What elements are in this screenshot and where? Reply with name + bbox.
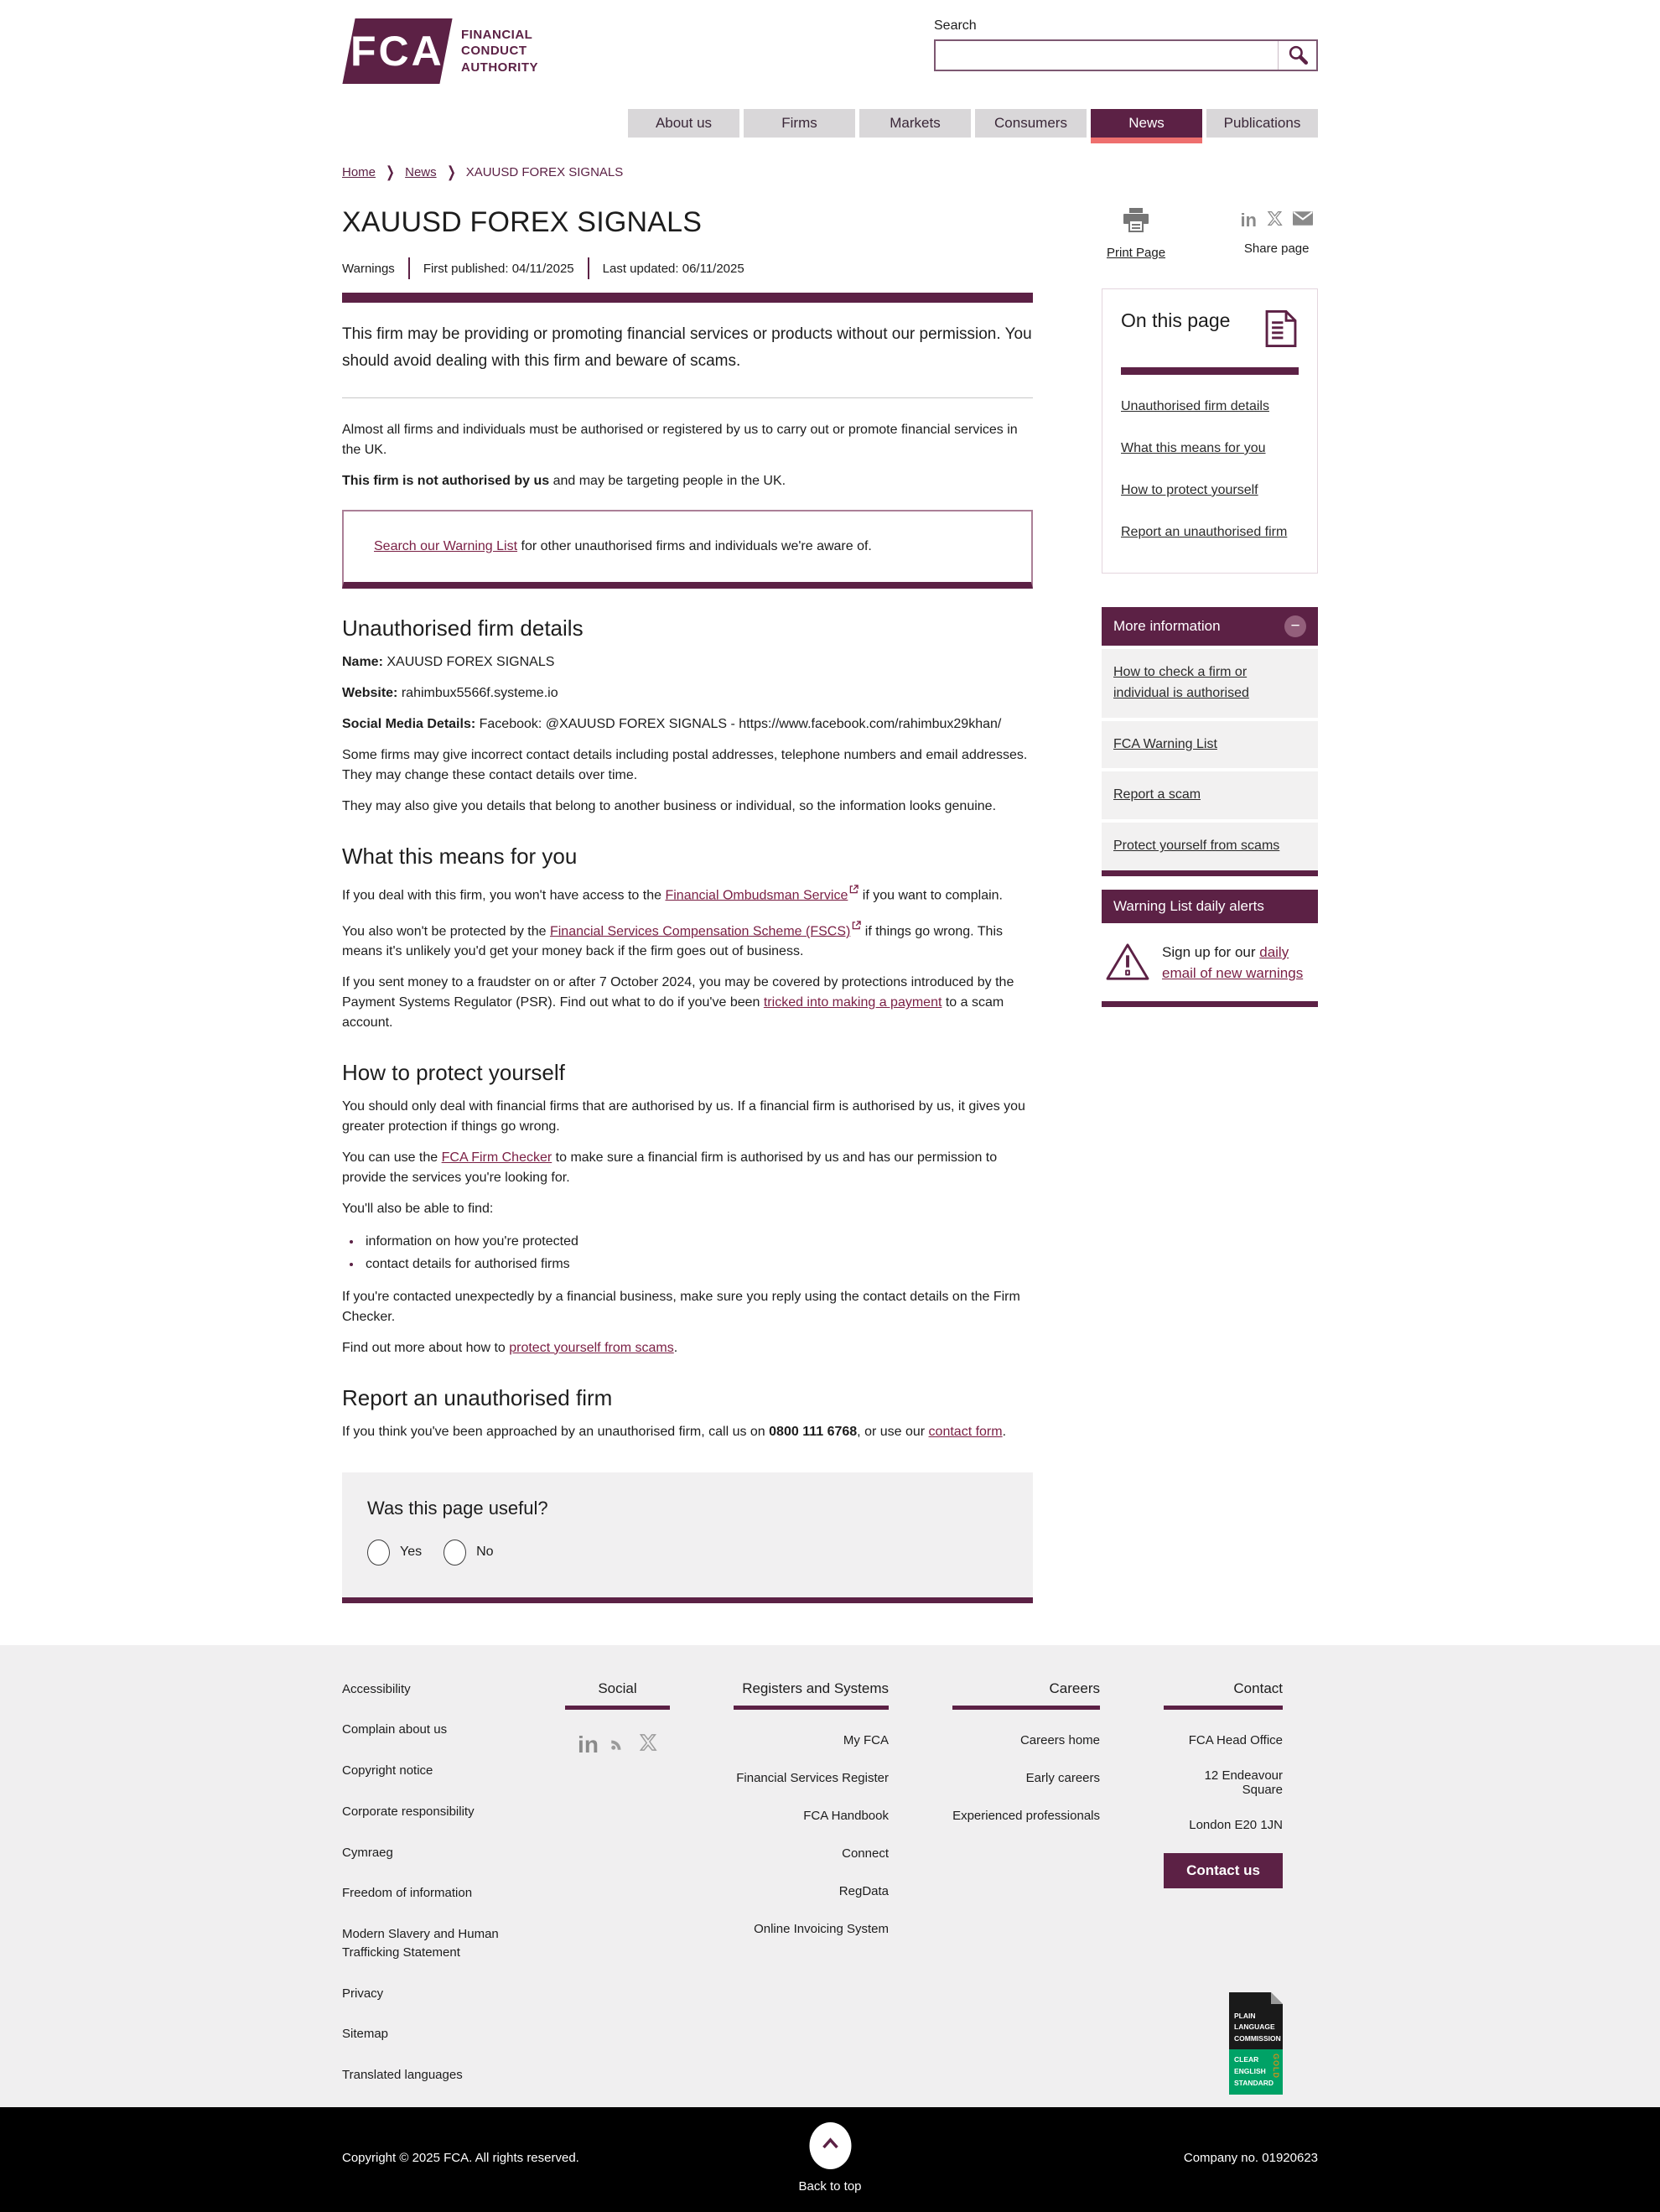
external-link-icon	[849, 880, 859, 901]
alerts-text: Sign up for our	[1162, 943, 1260, 960]
on-this-page-link-report[interactable]: Report an unauthorised firm	[1121, 525, 1288, 539]
footer-link-accessibility[interactable]: Accessibility	[342, 1681, 411, 1696]
page-feedback	[342, 1472, 1033, 1603]
paragraph: If you're contacted unexpectedly by a financial business, make sure you reply using the contact details on the Firm Checker.	[342, 1289, 1020, 1324]
printer-icon	[1123, 222, 1149, 236]
fca-warning-list-link[interactable]: FCA Warning List	[1113, 736, 1217, 751]
firm-website-value: rahimbux5566f.systeme.io	[397, 685, 558, 700]
warning-list-callout	[342, 510, 1033, 589]
accent-bar	[1164, 1706, 1283, 1710]
company-number: Company no. 01920623	[1183, 2150, 1318, 2165]
daily-email-link[interactable]: daily email of new warnings	[1162, 943, 1304, 982]
footer-link-fs-register[interactable]: Financial Services Register	[736, 1770, 889, 1785]
firm-name-label: Name:	[342, 654, 383, 669]
plain-language-commission-badge	[1229, 1992, 1283, 2095]
nav-tab-publications[interactable]: Publications	[1206, 109, 1318, 138]
warning-box-text: for other unauthorised firms and individuals we're aware of.	[517, 538, 872, 553]
page-title: XAUUSD FOREX SIGNALS	[342, 206, 703, 238]
search-input[interactable]	[936, 41, 1278, 70]
meta-divider	[408, 257, 410, 279]
print-page-action[interactable]	[1107, 208, 1165, 260]
protect-from-scams-link[interactable]: protect yourself from scams	[509, 1340, 674, 1355]
breadcrumb-news[interactable]: News	[405, 165, 437, 179]
nav-tab-news[interactable]: News	[1091, 109, 1202, 138]
meta-last-updated: Last updated: 06/11/2025	[602, 261, 744, 276]
not-authorised-rest: and may be targeting people in the UK.	[549, 473, 786, 488]
fca-wordmark	[461, 27, 538, 76]
footer-link-online-invoicing[interactable]: Online Invoicing System	[754, 1921, 889, 1936]
meta-divider	[588, 257, 589, 279]
paragraph	[342, 880, 1033, 906]
text: , or use our	[857, 1424, 929, 1439]
on-this-page-title: On this page	[1121, 309, 1231, 331]
document-icon	[1263, 309, 1299, 352]
text: If you deal with this firm, you won't have access to the	[342, 887, 666, 902]
footer-link-experienced-professionals[interactable]: Experienced professionals	[952, 1808, 1100, 1823]
section-heading-report: Report an unauthorised firm	[342, 1384, 613, 1410]
alerts-title: Warning List daily alerts	[1113, 897, 1264, 914]
footer-bottom-bar	[0, 2107, 1660, 2212]
text: to make sure a financial firm is authorised by us and has our permission to provide the services you're looking for.	[342, 1150, 998, 1186]
search-icon	[1287, 44, 1309, 68]
accent-bar	[1121, 367, 1299, 375]
footer-registers-column	[734, 1680, 889, 2107]
text: If you sent money to a fraudster on or after 7 October 2024, you may be covered by protections introduced by the Payment Systems Regulator (PSR). Find out what to do if you've been	[342, 975, 1014, 1010]
firm-website-label: Website:	[342, 685, 398, 700]
nav-tab-firms[interactable]: Firms	[744, 109, 855, 138]
footer-link-handbook[interactable]: FCA Handbook	[803, 1808, 889, 1823]
footer-registers-title: Registers and Systems	[742, 1680, 889, 1696]
fca-logo-mark	[342, 18, 452, 84]
wordmark-line: AUTHORITY	[461, 60, 538, 75]
on-this-page-link-protect[interactable]: How to protect yourself	[1121, 483, 1258, 497]
footer-link-careers-home[interactable]: Careers home	[1019, 1732, 1100, 1747]
paragraph: You'll also be able to find:	[342, 1202, 494, 1217]
contact-line-city: London E20 1JN	[1189, 1817, 1283, 1832]
firm-social-row	[342, 714, 1033, 735]
footer-contact-title: Contact	[1233, 1680, 1283, 1696]
x-share-icon[interactable]	[1267, 210, 1283, 231]
paragraph: They may also give you details that belong to another business or individual, so the information looks genuine.	[342, 798, 997, 813]
wordmark-line: FINANCIAL	[461, 27, 533, 42]
fca-logo-text: FCA	[350, 28, 444, 75]
footer-link-copyright[interactable]: Copyright notice	[342, 1763, 433, 1778]
text: if things go wrong. This means it's unlikely you'd get your money back if the firm goes out of business.	[342, 924, 1004, 959]
badge-gold-text: GOLD	[1272, 2054, 1280, 2080]
footer-link-privacy[interactable]: Privacy	[342, 1986, 384, 2001]
accent-bar	[952, 1706, 1100, 1710]
paragraph	[342, 1338, 1033, 1358]
protect-bullet-list	[362, 1230, 1033, 1275]
paragraph: Some firms may give incorrect contact details including postal addresses, telephone numbers and email addresses. They may change these contact details over time.	[342, 747, 1028, 782]
email-share-icon[interactable]	[1293, 211, 1313, 230]
text: .	[1002, 1424, 1007, 1439]
more-info-item[interactable]	[1102, 649, 1318, 718]
contact-line-street: 12 Endeavour Square	[1204, 1768, 1283, 1797]
wordmark-line: CONDUCT	[461, 44, 527, 59]
bullet-item: • information on how you're protected	[362, 1230, 1033, 1253]
check-firm-link[interactable]: How to check a firm or individual is authorised	[1113, 665, 1249, 700]
on-this-page-link-details[interactable]: Unauthorised firm details	[1121, 399, 1269, 413]
footer-careers-title: Careers	[1049, 1680, 1100, 1696]
paragraph	[342, 471, 1033, 491]
search-warning-list-link[interactable]: Search our Warning List	[374, 538, 518, 553]
feedback-question: Was this page useful?	[367, 1497, 548, 1519]
more-information-title: More information	[1113, 618, 1221, 634]
article-meta	[342, 257, 1033, 279]
paragraph: You should only deal with financial firms that are authorised by us. If a financial firm is authorised by us, it gives you greater protection if things go wrong.	[342, 1099, 1025, 1135]
footer-link-translated[interactable]: Translated languages	[342, 2068, 463, 2083]
warning-intro: This firm may be providing or promoting financial services or products without our permission. You should avoid dealing with this firm and beware of scams.	[342, 325, 1032, 371]
footer-link-connect[interactable]: Connect	[842, 1846, 889, 1861]
footer-link-modern-slavery[interactable]: Modern Slavery and Human Trafficking Statement	[342, 1927, 499, 1960]
more-info-item[interactable]	[1102, 823, 1318, 870]
site-footer	[0, 1645, 1660, 2212]
footer-careers-column	[952, 1680, 1100, 2107]
external-link-icon	[852, 916, 861, 937]
paragraph	[342, 916, 1033, 962]
accent-bar	[734, 1706, 889, 1710]
footer-link-regdata[interactable]: RegData	[838, 1883, 889, 1898]
section-heading-details: Unauthorised firm details	[342, 615, 584, 641]
primary-nav	[342, 109, 1318, 143]
not-authorised-bold: This firm is not authorised by us	[342, 473, 550, 488]
firm-name-value: XAUUSD FOREX SIGNALS	[382, 654, 555, 669]
protect-yourself-link[interactable]: Protect yourself from scams	[1113, 839, 1280, 854]
tricked-into-payment-link[interactable]: tricked into making a payment	[763, 995, 942, 1010]
footer-link-complain[interactable]: Complain about us	[342, 1722, 448, 1737]
contact-line-office: FCA Head Office	[1188, 1732, 1283, 1747]
badge-text: LANGUAGE	[1234, 2022, 1275, 2032]
radio-no[interactable]	[444, 1540, 466, 1566]
nav-tab-consumers[interactable]: Consumers	[975, 109, 1087, 138]
section-heading-protect: How to protect yourself	[342, 1060, 565, 1086]
on-this-page-box	[1102, 288, 1318, 574]
feedback-yes-option[interactable]	[367, 1540, 422, 1566]
footer-social-title: Social	[598, 1680, 637, 1696]
meta-first-published: First published: 04/11/2025	[423, 261, 574, 276]
nav-tab-about-us[interactable]: About us	[628, 109, 739, 138]
footer-link-cymraeg[interactable]: Cymraeg	[342, 1845, 393, 1860]
badge-text: ENGLISH	[1234, 2067, 1266, 2075]
search-label: Search	[934, 18, 977, 33]
footer-link-foi[interactable]: Freedom of information	[342, 1886, 473, 1901]
collapse-minus-button[interactable]: −	[1284, 615, 1306, 637]
footer-link-my-fca[interactable]: My FCA	[843, 1732, 889, 1747]
linkedin-share-icon[interactable]: in	[1240, 210, 1257, 231]
firm-checker-link[interactable]: FCA Firm Checker	[441, 1150, 552, 1166]
on-this-page-link-means[interactable]: What this means for you	[1121, 441, 1266, 455]
footer-legal-links	[342, 1680, 501, 2107]
feedback-no-option[interactable]	[444, 1540, 493, 1566]
fscs-link[interactable]: Financial Services Compensation Scheme (FSCS)	[549, 924, 851, 939]
financial-ombudsman-link[interactable]: Financial Ombudsman Service	[665, 887, 848, 902]
bullet-item: • contact details for authorised firms	[362, 1253, 1033, 1275]
radio-yes[interactable]	[367, 1540, 390, 1566]
phone-number: 0800 111 6768	[769, 1424, 858, 1439]
back-to-top-button[interactable]	[798, 2122, 861, 2194]
rss-icon[interactable]	[610, 1734, 627, 1755]
chevron-right-icon: ❯	[386, 164, 395, 180]
firm-social-value: Facebook: @XAUUSD FOREX SIGNALS - https://www.facebook.com/rahimbux29khan/	[475, 716, 1002, 731]
text: .	[673, 1340, 678, 1355]
print-page-label[interactable]: Print Page	[1107, 246, 1166, 260]
paragraph	[342, 1422, 1033, 1442]
chevron-right-icon: ❯	[446, 164, 456, 180]
footer-link-early-careers[interactable]: Early careers	[1025, 1770, 1100, 1785]
footer-link-corporate-responsibility[interactable]: Corporate responsibility	[342, 1804, 475, 1819]
text: If you think you've been approached by an unauthorised firm, call us on	[342, 1424, 770, 1439]
paragraph: Almost all firms and individuals must be authorised or registered by us to carry out or promote financial services in the UK.	[342, 422, 1018, 457]
badge-text: COMMISSION	[1234, 2033, 1281, 2043]
breadcrumb	[342, 164, 1318, 181]
footer-link-sitemap[interactable]: Sitemap	[342, 2027, 389, 2042]
text: You can use the	[342, 1150, 442, 1166]
contact-form-link[interactable]: contact form	[928, 1424, 1003, 1439]
feedback-no-label: No	[476, 1545, 494, 1560]
paragraph	[342, 973, 1033, 1033]
site-header	[0, 0, 1660, 143]
title-accent-bar	[342, 293, 1033, 303]
badge-text: STANDARD	[1234, 2078, 1274, 2087]
x-icon[interactable]	[639, 1733, 657, 1756]
search-box	[934, 39, 1318, 71]
copyright-text: Copyright © 2025 FCA. All rights reserved.	[342, 2150, 579, 2165]
divider	[342, 397, 1033, 398]
meta-category: Warnings	[342, 261, 395, 276]
firm-name-row	[342, 652, 1033, 672]
text: if you want to complain.	[859, 887, 1003, 902]
text: to a scam account.	[342, 995, 1004, 1031]
chevron-up-icon	[820, 2137, 840, 2154]
back-to-top-label[interactable]: Back to top	[798, 2178, 862, 2194]
footer-social-column	[565, 1680, 670, 2107]
share-page-action	[1240, 208, 1313, 260]
badge-text: CLEAR	[1234, 2055, 1259, 2064]
warning-triangle-icon	[1105, 942, 1150, 986]
breadcrumb-home[interactable]: Home	[342, 165, 376, 179]
share-page-label: Share page	[1243, 241, 1310, 256]
firm-social-label: Social Media Details:	[342, 716, 476, 731]
badge-text: PLAIN	[1234, 2011, 1256, 2020]
more-info-item[interactable]	[1102, 771, 1318, 819]
text: Find out more about how to	[342, 1340, 510, 1355]
warning-list-alerts-box	[1102, 890, 1318, 1007]
firm-website-row	[342, 683, 1033, 704]
nav-tab-markets[interactable]: Markets	[859, 109, 971, 138]
contact-us-button[interactable]: Contact us	[1164, 1853, 1283, 1888]
more-info-item[interactable]	[1102, 721, 1318, 769]
feedback-yes-label: Yes	[400, 1545, 423, 1560]
more-information-box	[1102, 607, 1318, 876]
search-button[interactable]	[1278, 41, 1316, 70]
breadcrumb-current: XAUUSD FOREX SIGNALS	[465, 165, 624, 179]
linkedin-icon[interactable]: in	[578, 1731, 599, 1758]
section-heading-means: What this means for you	[342, 843, 578, 869]
accent-bar	[565, 1706, 670, 1710]
report-a-scam-link[interactable]: Report a scam	[1113, 787, 1201, 802]
paragraph	[342, 1148, 1033, 1188]
text: You also won't be protected by the	[342, 924, 550, 939]
